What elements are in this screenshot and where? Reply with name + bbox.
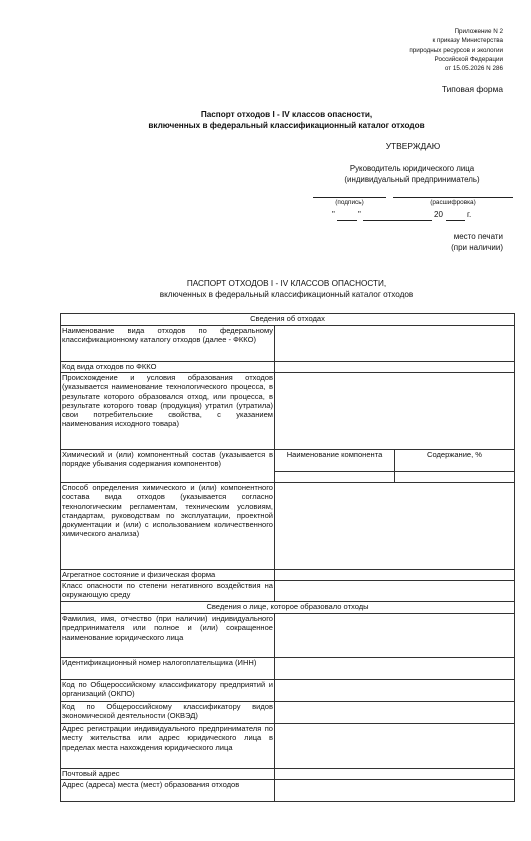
value-person-name[interactable]: [275, 614, 515, 658]
passport-title-line1: ПАСПОРТ ОТХОДОВ I - IV КЛАССОВ ОПАСНОСТИ,: [186, 279, 387, 288]
document-title: [60, 110, 513, 131]
signature-line[interactable]: [313, 197, 386, 198]
value-inn[interactable]: [275, 658, 515, 680]
quote-open: ": [332, 210, 335, 219]
appendix-note: [343, 27, 503, 73]
date-year-field[interactable]: [446, 220, 465, 221]
stamp-line2: (при наличии): [451, 242, 503, 252]
passport-title: [60, 279, 513, 300]
appendix-line: от 15.05.2026 N 286: [444, 65, 503, 73]
value-waste-name[interactable]: [275, 326, 515, 362]
form-type-label: Типовая форма: [441, 84, 503, 94]
appendix-line: Российской Федерации: [434, 55, 503, 63]
year-suffix: г.: [467, 210, 472, 219]
value-aggregate-state[interactable]: [275, 570, 515, 581]
signature-caption: (подпись): [335, 199, 364, 206]
value-fkko-code[interactable]: [275, 362, 515, 373]
label-origin: Происхождение и условия образования отходов (указывается наименование технологического процесса, в результате которого образовался отход, или процесса, в результате которого товар (продукция) утратил (утратила) свои потребительские свойства, с указанием наименования исходного товара): [61, 373, 275, 450]
label-address: Адрес регистрации индивидуального предпринимателя по месту жительства или адрес юридического лица в пределах места нахождения юридического лица: [61, 724, 275, 769]
value-address[interactable]: [275, 724, 515, 769]
header-component-name: Наименование компонента: [275, 450, 395, 472]
label-aggregate-state: Агрегатное состояние и физическая форма: [61, 570, 275, 581]
approval-heading: УТВЕРЖДАЮ: [385, 141, 441, 151]
label-waste-name: Наименование вида отходов по федеральному классификационному каталогу отходов (далее - ФККО): [61, 326, 275, 362]
value-composition-method[interactable]: [275, 483, 515, 570]
appendix-line: природных ресурсов и экологии: [409, 46, 503, 54]
value-component-name[interactable]: [275, 472, 395, 483]
label-composition: Химический и (или) компонентный состав (указывается в порядке убывания содержания компонентов): [61, 450, 275, 483]
approval-date: [326, 210, 516, 224]
label-okved: Код по Общероссийскому классификатору видов экономической деятельности (ОКВЭД): [61, 702, 275, 724]
section-person-info: Сведения о лице, которое образовало отходы: [61, 602, 515, 614]
quote-close: ": [358, 210, 361, 219]
value-okpo[interactable]: [275, 680, 515, 702]
decoding-caption: (расшифровка): [430, 199, 476, 206]
section-waste-info: Сведения об отходах: [61, 314, 515, 326]
head-title-line1: Руководитель юридического лица: [349, 164, 475, 173]
passport-table: [60, 313, 515, 802]
document-title-line2: включенных в федеральный классификационный каталог отходов: [148, 120, 425, 130]
label-composition-method: Способ определения химического и (или) компонентного состава вида отходов (указывается согласно технологическим регламентам, техническим условиям, стандартам, руководствам по эксплуатации, проектной документации и (или) с использованием количественного химического анализа): [61, 483, 275, 570]
value-waste-place[interactable]: [275, 780, 515, 802]
appendix-line: к приказу Министерства: [432, 37, 503, 45]
stamp-line1: место печати: [453, 232, 503, 241]
date-month-field[interactable]: [363, 220, 432, 221]
label-person-name: Фамилия, имя, отчество (при наличии) индивидуального предпринимателя или полное и (или) сокращенное наименование юридического лица: [61, 614, 275, 658]
value-postal-address[interactable]: [275, 769, 515, 780]
label-okpo: Код по Общероссийскому классификатору предприятий и организаций (ОКПО): [61, 680, 275, 702]
value-hazard-class[interactable]: [275, 581, 515, 602]
label-hazard-class: Класс опасности по степени негативного воздействия на окружающую среду: [61, 581, 275, 602]
head-title-line2: (индивидуальный предприниматель): [344, 174, 480, 184]
value-origin[interactable]: [275, 373, 515, 450]
decoding-line[interactable]: [393, 197, 513, 198]
head-title: [312, 164, 512, 185]
year-prefix: 20: [434, 210, 443, 219]
label-fkko-code: Код вида отходов по ФККО: [61, 362, 275, 373]
header-content-percent: Содержание, %: [395, 450, 515, 472]
stamp-place: [393, 232, 503, 253]
appendix-line: Приложение N 2: [454, 28, 503, 35]
date-day-field[interactable]: [337, 220, 357, 221]
label-inn: Идентификационный номер налогоплательщика (ИНН): [61, 658, 275, 680]
value-okved[interactable]: [275, 702, 515, 724]
label-waste-place: Адрес (адреса) места (мест) образования отходов: [61, 780, 275, 802]
passport-title-line2: включенных в федеральный классификационный каталог отходов: [159, 289, 414, 299]
label-postal-address: Почтовый адрес: [61, 769, 275, 780]
document-title-line1: Паспорт отходов I - IV классов опасности,: [200, 110, 373, 119]
value-content-percent[interactable]: [395, 472, 515, 483]
